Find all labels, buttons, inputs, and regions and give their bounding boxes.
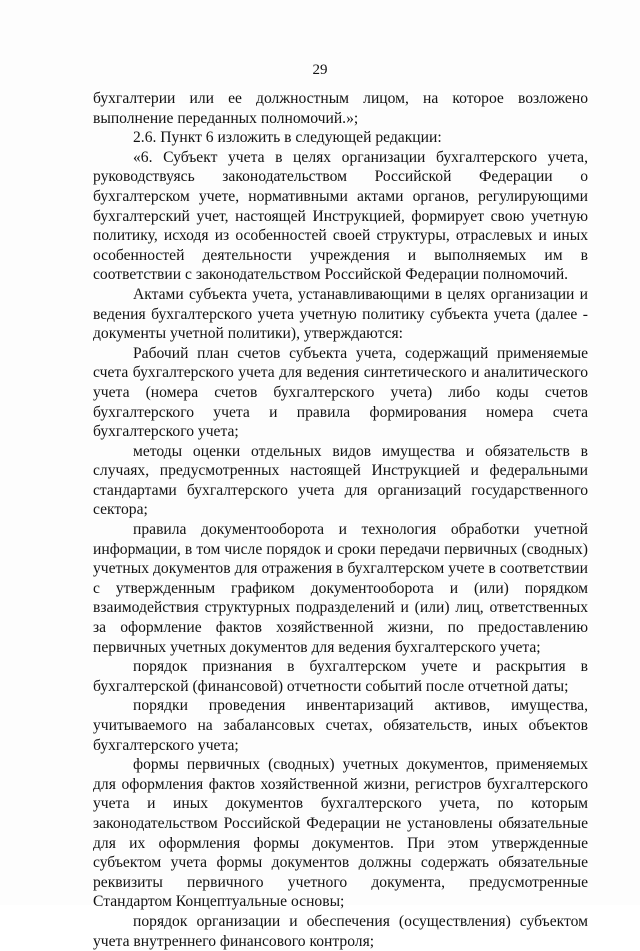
- paragraph-clause-6: «6. Субъект учета в целях организации бухгалтерского учета, руководствуясь законодательством Российской Федерации о бухгалтерском учете, нормативными актами органов, регулирующими бухгалтерский учет, настоящей Инструкцией, формирует свою учетную политику, исходя из особенностей своей структуры, отраслевых и иных особенностей деятельности учреждения и выполняемых им в соответствии с законодательством Российской Федерации полномочий.: [93, 148, 588, 284]
- page-number: 29: [312, 62, 328, 78]
- paragraph-continuation: бухгалтерии или ее должностным лицом, на которое возложено выполнение переданных полномочий.»;: [93, 90, 588, 127]
- paragraph-amendment-heading: 2.6. Пункт 6 изложить в следующей редакции:: [133, 129, 442, 147]
- list-item-subsequent-events: порядок признания в бухгалтерском учете и раскрытия в бухгалтерской (финансовой) отчетности событий после отчетной даты;: [93, 658, 588, 695]
- list-item-inventory: порядки проведения инвентаризаций активов, имущества, учитываемого на забалансовых счетах, обязательств, иных объектов бухгалтерского учета;: [93, 697, 588, 754]
- list-item-document-forms: формы первичных (сводных) учетных документов, применяемых для оформления фактов хозяйственной жизни, регистров бухгалтерского учета и иных документов бухгалтерского учета, по которым законодательством Российской Федерации не установлены обязательные для их оформления формы документов. При этом утвержденные субъектом учета формы документов должны содержать обязательные реквизиты первичного учетного документа, предусмотренные Стандартом Концептуальные основы;: [93, 756, 588, 911]
- document-body: [93, 89, 588, 951]
- paragraph-policy-acts: Актами субъекта учета, устанавливающими в целях организации и ведения бухгалтерского учета учетную политику субъекта учета (далее - документы учетной политики), утверждаются:: [93, 285, 588, 343]
- list-item-document-flow: правила документооборота и технология обработки учетной информации, в том числе порядок и сроки передачи первичных (сводных) учетных документов для отражения в бухгалтерском учете в соответствии с утвержденным графиком документооборота и (или) порядком взаимодействия структурных подразделений и (или) лиц, ответственных за оформление фактов хозяйственной жизни, по предоставлению первичных учетных документов для ведения бухгалтерского учета;: [93, 521, 588, 656]
- list-item-internal-control: порядок организации и обеспечения (осуществления) субъектом учета внутреннего финансового контроля;: [93, 912, 588, 950]
- list-item-valuation-methods: методы оценки отдельных видов имущества и обязательств в случаях, предусмотренных настоящей Инструкцией и федеральными стандартами бухгалтерского учета для организаций государственного сектора;: [93, 442, 588, 519]
- list-item-chart-of-accounts: Рабочий план счетов субъекта учета, содержащий применяемые счета бухгалтерского учета для ведения синтетического и аналитического учета (номера счетов бухгалтерского учета) либо коды счетов бухгалтерского учета и правила формирования номера счета бухгалтерского учета;: [93, 344, 588, 441]
